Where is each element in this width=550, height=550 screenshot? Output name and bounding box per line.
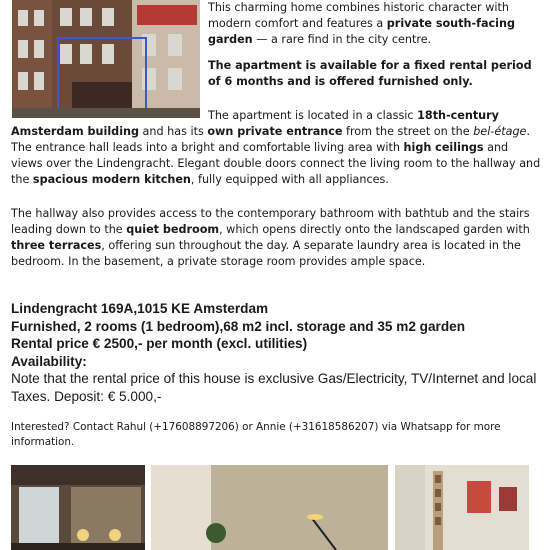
availability-label: Availability: (11, 353, 87, 369)
living-room-photo (11, 465, 145, 550)
intro-text (208, 0, 542, 100)
building-description: The apartment is located in a classic 18th-century Amsterdam building and has its own private entrance from the street on the bel-étage. The entrance hall leads into a bright and comfortable living area with high ceilings and views over the Lindengracht. Elegant double doors connect the living room to the hallway and the spacious modern kitchen, fully equipped with all appliances. (11, 109, 541, 186)
listing-facts (11, 300, 543, 405)
rental-price: Rental price € 2500,- per month (excl. utilities) (11, 336, 308, 351)
layout-description: The hallway also provides access to the contemporary bathroom with bathtub and the stairs leading down to the quiet bedroom, which opens directly onto the landscaped garden with three terraces, offering sun throughout the day. A separate laundry area is located in the bedroom. In the basement, a private storage room provides ample space. (11, 207, 530, 268)
building-facade-photo (12, 0, 200, 118)
lounge-lamp-photo (151, 465, 388, 550)
bookshelf-room-photo (395, 465, 529, 550)
rental-period-notice: The apartment is available for a fixed rental period of 6 months and is offered furnished only. (208, 59, 532, 88)
address: Lindengracht 169A,1015 KE Amsterdam (11, 301, 269, 316)
intro-paragraph: This charming home combines historic character with modern comfort and features a private south-facing garden — a rare find in the city centre. (208, 1, 515, 46)
price-note: Note that the rental price of this house is exclusive Gas/Electricity, TV/Internet and local Taxes. Deposit: € 5.000,- (11, 371, 537, 404)
property-details: Furnished, 2 rooms (1 bedroom),68 m2 incl. storage and 35 m2 garden (11, 318, 465, 334)
contact-info: Interested? Contact Rahul (+17608897206) or Annie (+31618586207) via Whatsapp for more information. (11, 421, 501, 448)
